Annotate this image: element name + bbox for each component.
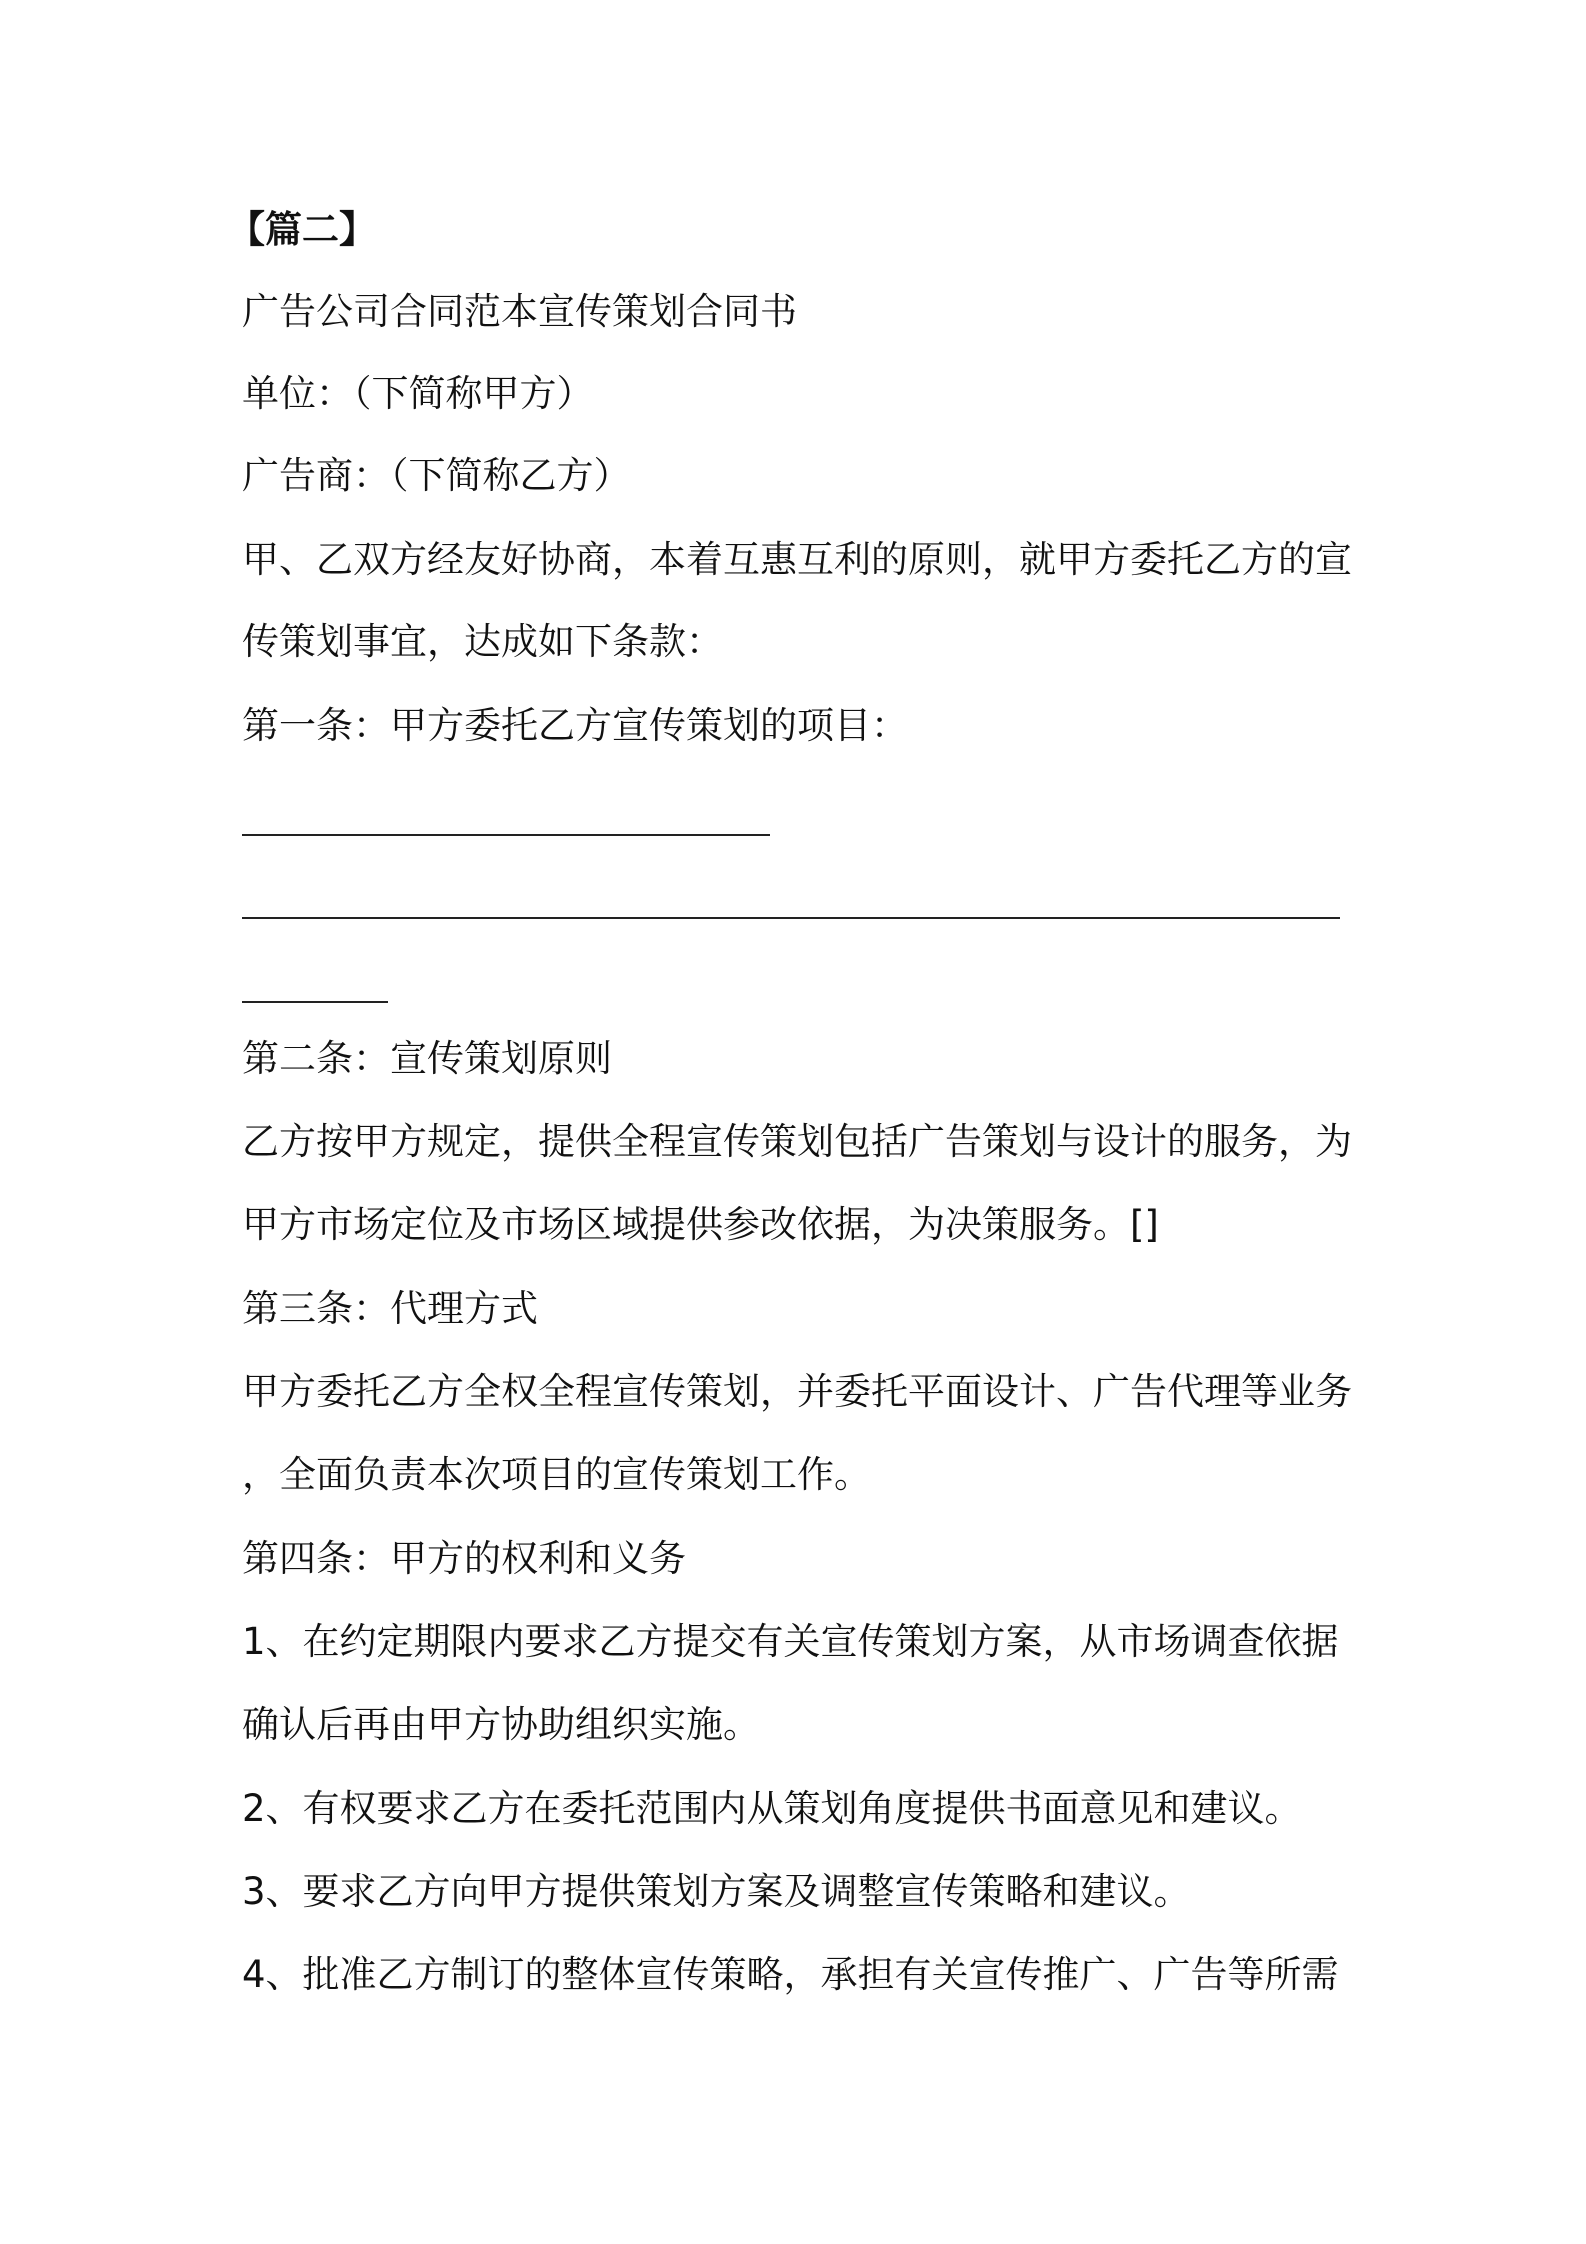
fill-in-blank-line-3 <box>242 1001 388 1003</box>
document-title: 广告公司合同范本宣传策划合同书 <box>242 290 797 333</box>
article-4-item-line-4: 3、要求乙方向甲方提供策划方案及调整宣传策略和建议。 <box>242 1870 1191 1913</box>
party-b-line: 广告商：（下简称乙方） <box>242 454 631 497</box>
article-4-item-line-5: 4、批准乙方制订的整体宣传策略，承担有关宣传推广、广告等所需 <box>242 1953 1339 1996</box>
article-2-body-line-2: 甲方市场定位及市场区域提供参改依据，为决策服务。[] <box>242 1203 1159 1246</box>
article-2-heading: 第二条：宣传策划原则 <box>242 1037 612 1080</box>
article-1-heading: 第一条：甲方委托乙方宣传策划的项目： <box>242 704 908 747</box>
preamble-line-1: 甲、乙双方经友好协商，本着互惠互利的原则，就甲方委托乙方的宣 <box>242 538 1352 581</box>
article-4-item-line-1: 1、在约定期限内要求乙方提交有关宣传策划方案，从市场调查依据 <box>242 1620 1339 1663</box>
article-4-item-line-3: 2、有权要求乙方在委托范围内从策划角度提供书面意见和建议。 <box>242 1787 1302 1830</box>
fill-in-blank-line-2 <box>242 917 1340 919</box>
preamble-line-2: 传策划事宜，达成如下条款： <box>242 620 723 663</box>
article-3-body-line-2: ，全面负责本次项目的宣传策划工作。 <box>242 1453 871 1496</box>
article-4-heading: 第四条：甲方的权利和义务 <box>242 1537 686 1580</box>
fill-in-blank-line-1 <box>242 834 770 836</box>
party-a-line: 单位：（下简称甲方） <box>242 372 594 415</box>
article-2-body-line-1: 乙方按甲方规定，提供全程宣传策划包括广告策划与设计的服务，为 <box>242 1120 1352 1163</box>
section-tag: 【篇二】 <box>228 208 376 251</box>
article-3-heading: 第三条：代理方式 <box>242 1287 538 1330</box>
article-3-body-line-1: 甲方委托乙方全权全程宣传策划，并委托平面设计、广告代理等业务 <box>242 1370 1352 1413</box>
article-4-item-line-2: 确认后再由甲方协助组织实施。 <box>242 1703 760 1746</box>
